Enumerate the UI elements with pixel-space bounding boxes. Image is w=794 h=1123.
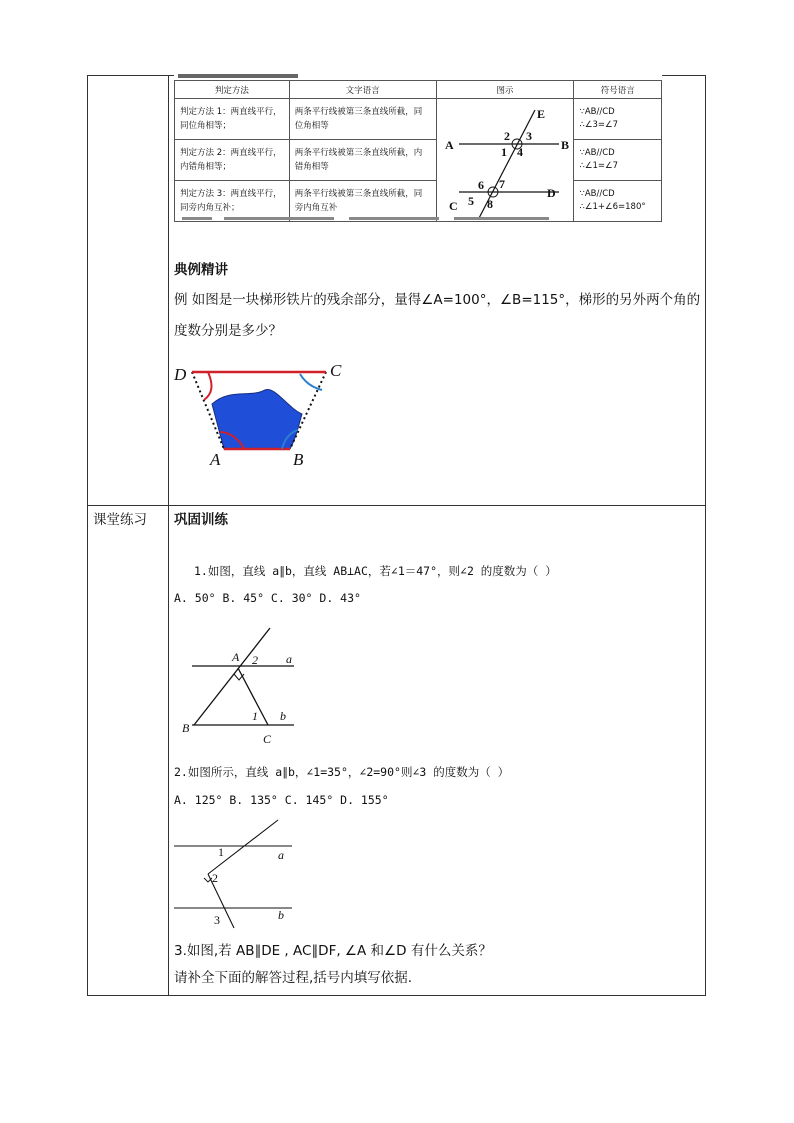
symbol-3-conclusion: ∴∠1+∠6=180° [579,202,646,212]
angle-8: 8 [486,196,493,211]
question-3-instruction: 请补全下面的解答过程,括号内填写依据. [174,970,413,986]
label-C: C [330,361,342,380]
q1-label-b: b [280,709,286,723]
question-2-options: A. 125° B. 135° C. 145° D. 155° [174,793,389,807]
symbol-1-conclusion: ∴∠3=∠7 [579,120,619,130]
symbol-2 [574,140,662,181]
label-B: B [293,450,304,469]
angle-2: 2 [503,128,510,143]
example-line-1: 例 如图是一块梯形铁片的残余部分，量得∠A=100°，∠B=115°，梯形的另外两个角的 [174,292,701,308]
q1-label-A: A [232,650,240,664]
question-2: 2.如图所示，直线 a∥b，∠1=35°，∠2=90°则∠3 的度数为（ ） [174,765,510,779]
angle-6: 6 [477,177,484,192]
column-divider [168,76,169,995]
q1-label-a: a [286,652,292,666]
q2-angle-2: 2 [212,871,218,885]
figure-cell [436,99,574,222]
label-A: A [210,450,221,469]
q2-label-a: a [278,848,284,862]
example-line-2: 度数分别是多少？ [174,323,282,339]
angle-4: 4 [516,144,523,159]
question-1-options: A. 50° B. 45° C. 30° D. 43° [174,591,361,605]
q1-label-C: C [263,732,272,746]
symbol-1-given: ∵AB//CD [579,107,615,117]
symbol-1 [574,99,662,140]
label-A: A [444,137,454,152]
parallel-lines-figure [437,100,573,218]
label-E: E [536,106,545,121]
angle-3: 3 [525,128,532,143]
label-B: B [560,137,569,152]
q1-angle-2: 2 [252,653,258,667]
method-2: 判定方法 2：两直线平行，内错角相等； [175,140,290,181]
q2-label-b: b [278,908,284,922]
section-label-practice: 课堂练习 [93,512,147,528]
question-3: 3.如图,若 AB∥DE , AC∥DF, ∠A 和∠D 有什么关系？ [174,943,492,959]
question-1: 1.如图，直线 a∥b，直线 AB⊥AC，若∠1＝47°，则∠2 的度数为（ ） [194,564,557,578]
header-symbol-language: 符号语言 [574,81,662,99]
header-text-language: 文字语言 [289,81,436,99]
clipped-text-top [174,72,662,80]
clipped-text-bottom [174,214,662,222]
q1-angle-1: 1 [252,709,258,723]
text-1: 两条平行线被第三条直线所截，同位角相等 [289,99,436,140]
symbol-3-given: ∵AB//CD [579,189,615,199]
symbol-2-given: ∵AB//CD [579,148,615,158]
example-heading: 典例精讲 [174,262,228,278]
parallel-property-table [174,80,662,222]
q2-angle-1: 1 [218,845,224,859]
header-method: 判定方法 [175,81,290,99]
label-C: C [448,198,458,213]
angle-7: 7 [498,176,505,191]
header-figure: 图示 [436,81,574,99]
row-divider [88,505,705,506]
q1-figure [176,624,300,750]
label-D: D [174,365,187,384]
q2-angle-3: 3 [214,913,220,927]
symbol-2-conclusion: ∴∠1=∠7 [579,161,619,171]
trapezoid-figure [170,356,350,471]
q2-figure [174,818,296,930]
method-1: 判定方法 1：两直线平行，同位角相等； [175,99,290,140]
label-D: D [546,185,556,200]
angle-5: 5 [467,193,474,208]
text-3: 两条平行线被第三条直线所截，同旁内角互补 [289,181,436,222]
practice-heading: 巩固训练 [174,512,228,528]
text-2: 两条平行线被第三条直线所截，内错角相等 [289,140,436,181]
method-3: 判定方法 3：两直线平行，同旁内角互补； [175,181,290,222]
angle-1: 1 [500,144,507,159]
q1-label-B: B [182,721,190,735]
